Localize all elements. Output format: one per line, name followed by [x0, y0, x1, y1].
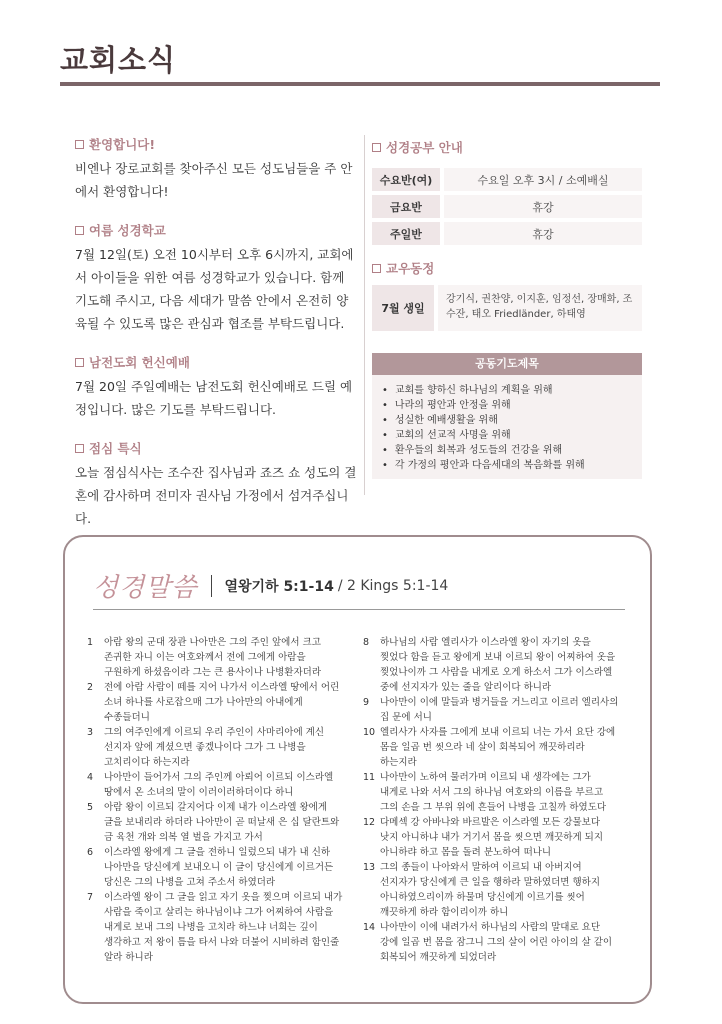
- study-table: [372, 164, 642, 249]
- verse: [87, 890, 345, 965]
- verse: [87, 725, 345, 770]
- verse-number: 9: [363, 697, 370, 708]
- column-divider: [364, 135, 365, 495]
- study-time: 수요일 오후 3시 / 소예배실: [444, 168, 642, 191]
- verse: [87, 680, 345, 725]
- verse-text: 나아만이 이에 말들과 병거들을 거느리고 이르러 엘리사의 집 문에 서니: [380, 697, 619, 723]
- checkbox-icon: [372, 264, 381, 273]
- verse-text: 전에 아람 사람이 떼를 지어 나가서 이스라엘 땅에서 어린 소녀 하나를 사로잡으매 그가 나아만의 아내에게 수종들더니: [104, 682, 340, 723]
- verse: [87, 800, 345, 845]
- list-item: • 교회의 선교적 사명을 위해: [382, 428, 632, 443]
- checkbox-icon: [75, 358, 84, 367]
- scripture-header: [93, 567, 448, 604]
- list-item: • 나라의 평안과 안정을 위해: [382, 398, 632, 413]
- info-column: [372, 135, 642, 479]
- scripture-reference-en: / 2 Kings 5:1-14: [337, 577, 449, 594]
- study-class: 주일반: [372, 222, 440, 245]
- lunch-section: [75, 439, 360, 530]
- scripture-box: [63, 535, 652, 1004]
- study-class: 수요반(여): [372, 168, 440, 191]
- section-heading: 환영합니다!: [89, 137, 156, 152]
- verse-text: 나아만이 노하여 물러가며 이르되 내 생각에는 그가 내게로 나와 서서 그의 하나님 여호와의 이름을 부르고 그의 손을 그 부위 위에 흔들어 나병을 고칠까 하였도다: [380, 772, 607, 813]
- table-row: [372, 222, 642, 245]
- verse-text: 그의 여주인에게 이르되 우리 주인이 사마리아에 계신 선지자 앞에 계셨으면 좋겠나이다 그가 그 나병을 고치리이다 하는지라: [104, 727, 325, 768]
- verse: [363, 815, 621, 860]
- study-time: 휴강: [444, 195, 642, 218]
- checkbox-icon: [372, 143, 381, 152]
- verse: [363, 860, 621, 920]
- checkbox-icon: [75, 444, 84, 453]
- section-heading: 남전도회 헌신예배: [89, 355, 190, 370]
- section-heading: 점심 특식: [89, 441, 142, 456]
- verse-number: 3: [87, 727, 94, 738]
- welcome-section: [75, 135, 360, 203]
- birthday-label: 7월 생일: [372, 285, 434, 331]
- verse-text: 나아만이 들어가서 그의 주인께 아뢰어 이르되 이스라엘 땅에서 온 소녀의 말이 이러이러하더이다 하니: [104, 772, 334, 798]
- verse-text: 나아만이 이에 내려가서 하나님의 사람의 말대로 요단 강에 일곱 번 몸을 잠그니 그의 살이 어린 아이의 살 같이 회복되어 깨끗하게 되었더라: [380, 922, 613, 963]
- verse: [363, 725, 621, 770]
- verse-number: 10: [363, 727, 376, 738]
- section-body: 7월 12일(토) 오전 10시부터 오후 6시까지, 교회에서 아이들을 위한 여름 성경학교가 있습니다. 함께 기도해 주시고, 다음 세대가 말씀 안에서 온전히 양육될 수 있도록 많은 관심과 협조를 부탁드립니다.: [75, 247, 354, 331]
- verse-number: 8: [363, 637, 370, 648]
- study-time: 휴강: [444, 222, 642, 245]
- verse-text: 이스라엘 왕이 그 글을 읽고 자기 옷을 찢으며 이르되 내가 사람을 죽이고 살리는 하나님이냐 그가 어찌하여 사람을 내게로 보내 그의 나병을 고치라 하느냐 너희는 깊이 생각하고 저 왕이 틈을 타서 나와 더불어 시비하려 함인줄 알라 하니라: [104, 892, 343, 963]
- vbs-section: [75, 221, 360, 335]
- verse-number: 12: [363, 817, 376, 828]
- verse: [363, 695, 621, 725]
- verse-text: 하나님의 사람 엘리사가 이스라엘 왕이 자기의 옷을 찢었다 함을 듣고 왕에게 보내 이르되 왕이 어찌하여 옷을 찢었나이까 그 사람을 내게로 오게 하소서 그가 이스라엘 중에 선지자가 있는 줄을 알리이다 하니라: [380, 637, 616, 693]
- scripture-reference-ko: 열왕기하 5:1-14: [224, 578, 334, 595]
- verse-number: 4: [87, 772, 94, 783]
- table-row: [372, 168, 642, 191]
- verses-left: [87, 635, 345, 965]
- birthday-names: 강기식, 권찬양, 이지훈, 임정선, 장매화, 조수잔, 태오 Friedländer, 하태영: [438, 285, 642, 331]
- verse-number: 7: [87, 892, 94, 903]
- news-column: [75, 135, 360, 548]
- study-class: 금요반: [372, 195, 440, 218]
- prayer-heading: 공동기도제목: [372, 353, 642, 375]
- prayer-list: [372, 375, 642, 479]
- scripture-title: 성경말씀: [93, 573, 198, 603]
- verse: [363, 920, 621, 965]
- birthday-row: [372, 285, 642, 331]
- verse-text: 엘리사가 사자를 그에게 보내 이르되 너는 가서 요단 강에 몸을 일곱 번 씻으라 네 살이 회복되어 깨끗하리라 하는지라: [380, 727, 616, 768]
- section-body: 오늘 점심식사는 조수잔 집사님과 죠즈 쇼 성도의 결혼에 감사하며 전미자 권사님 가정에서 섬겨주십니다.: [75, 465, 357, 526]
- members-heading: 교우동정: [386, 261, 435, 276]
- verse-text: 다메섹 강 아바나와 바르발은 이스라엘 모든 강물보다 낫지 아니하냐 내가 거기서 몸을 씻으면 깨끗하게 되지 아니하랴 하고 몸을 돌려 분노하여 떠나니: [380, 817, 604, 858]
- table-row: [372, 195, 642, 218]
- verse: [87, 845, 345, 890]
- title-divider: [60, 82, 660, 86]
- list-item: • 환우들의 회복과 성도들의 건강을 위해: [382, 443, 632, 458]
- verses-right: [363, 635, 621, 965]
- section-heading: 여름 성경학교: [89, 223, 166, 238]
- section-body: 비엔나 장로교회를 찾아주신 모든 성도님들을 주 안에서 환영합니다!: [75, 161, 353, 199]
- verse: [363, 770, 621, 815]
- verse: [363, 635, 621, 695]
- section-body: 7월 20일 주일예배는 남전도회 헌신예배로 드릴 예정입니다. 많은 기도를 부탁드립니다.: [75, 379, 353, 417]
- checkbox-icon: [75, 140, 84, 149]
- verse-number: 6: [87, 847, 94, 858]
- checkbox-icon: [75, 226, 84, 235]
- verse-number: 11: [363, 772, 376, 783]
- mens-service-section: [75, 353, 360, 421]
- verse: [87, 635, 345, 680]
- page-title: 교회소식: [60, 43, 177, 77]
- verse-number: 5: [87, 802, 94, 813]
- header-separator: [211, 575, 212, 597]
- study-heading: 성경공부 안내: [386, 140, 463, 155]
- verse-text: 그의 종들이 나아와서 말하여 이르되 내 아버지여 선지자가 당신에게 큰 일을 행하라 말하였더면 행하지 아니하였으리이까 하물며 당신에게 이르기를 씻어 깨끗하게 하라 함이리이까 하니: [380, 862, 601, 918]
- scripture-divider: [93, 609, 625, 610]
- list-item: • 각 가정의 평안과 다음세대의 복음화를 위해: [382, 458, 632, 473]
- verse-text: 아람 왕의 군대 장관 나아만은 그의 주인 앞에서 크고 존귀한 자니 이는 여호와께서 전에 그에게 아람을 구원하게 하셨음이라 그는 큰 용사이나 나병환자더라: [104, 637, 321, 678]
- verse-text: 이스라엘 왕에게 그 글을 전하니 일렀으되 내가 내 신하 나아만을 당신에게 보내오니 이 글이 당신에게 이르거든 당신은 그의 나병을 고쳐 주소서 하였더라: [104, 847, 334, 888]
- verse-number: 13: [363, 862, 376, 873]
- verse-text: 아람 왕이 이르되 갈지어다 이제 내가 이스라엘 왕에게 글을 보내리라 하더라 나아만이 곧 떠날새 은 십 달란트와 금 육천 개와 의복 열 벌을 가지고 가서: [104, 802, 340, 843]
- list-item: • 교회를 향하신 하나님의 계획을 위해: [382, 383, 632, 398]
- verse-number: 1: [87, 637, 94, 648]
- verse-number: 14: [363, 922, 376, 933]
- verse: [87, 770, 345, 800]
- verse-number: 2: [87, 682, 94, 693]
- list-item: • 성실한 예배생활을 위해: [382, 413, 632, 428]
